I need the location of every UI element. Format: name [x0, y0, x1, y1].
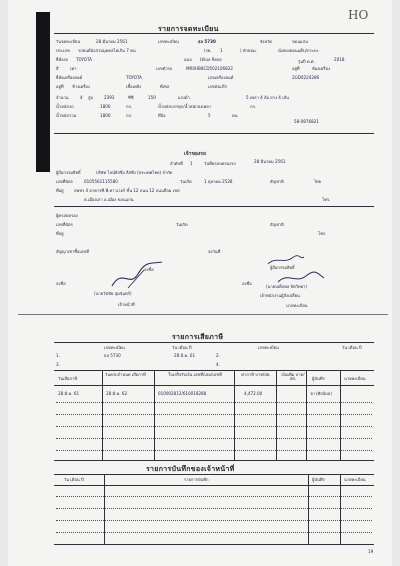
- officer-role: เจ้าหน้าที่: [118, 302, 135, 307]
- value-engine-loc: ข้างเครื่อง: [72, 84, 90, 89]
- value-plate: ธล 5730: [198, 39, 216, 44]
- label-kg3: กก.: [126, 113, 133, 118]
- holder-signature: [266, 254, 306, 266]
- label-kg2: กก.: [250, 104, 257, 109]
- right-officer-role: เจ้าพนักงานผู้สั่งเปลี่ยน: [260, 293, 300, 298]
- value-possession-date: 28 มีนาคม 2561: [254, 159, 286, 164]
- tax-col-due-date: วันครบกำหนด เสียภาษี: [105, 372, 146, 377]
- label-possession-date: วันที่ครอบครองรถ: [204, 161, 236, 166]
- tax-data-amount: 4,472.00: [244, 391, 263, 396]
- label-owner-id: เลขที่บัตร: [56, 179, 73, 184]
- label-owner-addr: ที่อยู่: [56, 188, 64, 193]
- value-fuel: ดีเซล: [160, 84, 170, 89]
- tax-date1: 28 มี.ค. 61: [174, 353, 196, 358]
- occupant-heading: ผู้ครอบครอง: [56, 213, 78, 218]
- value-cyl: 4: [80, 95, 83, 100]
- fold-line: [18, 314, 388, 315]
- label-occ-birth: วันเกิด: [176, 222, 188, 227]
- label-year: รุ่นปี ค.ศ.: [298, 59, 315, 64]
- label-order: ลำดับที่: [170, 161, 183, 166]
- value-total-weight: 1800: [100, 113, 111, 118]
- label-sign-left: ลงชื่อ: [144, 267, 154, 272]
- label-sign-officer: ลงชื่อ: [56, 281, 66, 286]
- label-contract-date: ลงวันที่: [208, 249, 221, 254]
- officer-name: (นายวัชชัย สุมจันทร์): [94, 291, 132, 296]
- value-ry: 1: [220, 48, 223, 53]
- tax-num-1: 1.: [56, 353, 60, 358]
- tax-data-receipt: 010002812/610018288: [158, 391, 207, 396]
- label-plate: เลขทะเบียน: [158, 39, 179, 44]
- value-weight: 1800: [100, 104, 111, 109]
- value-order: 1: [190, 161, 193, 166]
- value-holder: บริษัท ไลน์ลิสซิ่ง ลีสซิ่ง (ประเทศไทย) จำกัด: [96, 170, 173, 175]
- redaction-bar: [36, 12, 50, 172]
- right-officer-name: (นายปเด็จพล จิตวิทยา): [266, 284, 308, 289]
- value-year: 2018: [334, 57, 345, 62]
- tax-data-pay-date: 28 มี.ค. 61: [58, 391, 80, 396]
- label-engine-no: เลขเครื่องยนต์: [208, 75, 234, 80]
- section-title-registration: รายการจดทะเบียน: [158, 25, 219, 33]
- tax-num-3: 3.: [56, 362, 60, 367]
- label-owner-birth: วันเกิด: [180, 179, 192, 184]
- value-style: นั่งสองตอนแค็บ/กระบะ: [278, 48, 319, 53]
- tax-col-recorder: ผู้บันทึก: [312, 376, 325, 381]
- value-hp: 150: [148, 95, 156, 100]
- page-number: 19: [368, 549, 374, 554]
- value-owner-nation: ไทย: [314, 179, 322, 184]
- value-province: ขอนแก่น: [292, 39, 308, 44]
- value-color: เทา: [70, 66, 77, 71]
- label-seats: ที่นั่ง: [158, 113, 166, 118]
- label-type: ประเภท: [56, 48, 70, 53]
- label-sign-right: ลงชื่อ: [242, 281, 252, 286]
- label-hp: แรงม้า: [178, 95, 190, 100]
- label-gas-tank: เลขถังแก๊ส: [208, 84, 227, 89]
- value-model: Hilux Revo: [200, 57, 222, 62]
- value-code: 58-0876821: [294, 119, 319, 124]
- value-engine-brand: TOYOTA: [126, 75, 142, 80]
- label-holder-role: ผู้ถือกรรมสิทธิ์: [270, 265, 295, 270]
- label-occ-addr: ที่อยู่: [56, 231, 64, 236]
- value-vin: MR0HB8CD502106822: [186, 66, 233, 71]
- tax-num-2: 2.: [216, 353, 220, 358]
- label-occ-nation: สัญชาติ: [270, 222, 284, 227]
- right-signature: [276, 270, 326, 286]
- tax-head-date2: วัน เดือน ปี: [342, 345, 362, 350]
- tax-col-surcharge: เงินเพิ่ม บาท/สต.: [281, 372, 305, 382]
- label-occ-tel: โทร.: [318, 231, 327, 236]
- label-load: น้ำหนักบรรทุก/น้ำหนักลงเพลา: [158, 104, 212, 109]
- tax-col-registrar: นายทะเบียน: [344, 376, 366, 381]
- label-color: สี: [56, 66, 59, 71]
- tax-head-date1: วัน เดือน ปี: [172, 345, 192, 350]
- label-ry: (รย.: [204, 48, 212, 53]
- label-brand: ยี่ห้อรถ: [56, 57, 69, 62]
- value-owner-addr: ลพชร 4 อาคารซี.พี.ทาวเวอร์ ชั้น 12 ถนน 12 ถนนสีลม เขต: [74, 188, 180, 193]
- value-axles: 5 เพลา 4 ล้อ ยาง 4 เส้น: [246, 95, 289, 100]
- value-owner-id: 0105561115580: [84, 179, 118, 184]
- label-reg-date: วันจดทะเบียน: [56, 39, 81, 44]
- label-province: จังหวัด: [260, 39, 273, 44]
- section-title-tax: รายการเสียภาษี: [172, 333, 224, 341]
- notes-col-entry: รายการบันทึก: [184, 477, 209, 482]
- registration-page: [8, 0, 392, 566]
- value-owner-addr2: ต.เมืองเก่า อ.เมือง ขอนแก่น: [84, 197, 134, 202]
- label-owner-tel: โทร.: [322, 197, 331, 202]
- label-cc: ซีซี: [128, 95, 134, 100]
- label-vin-loc: อยู่ที่: [292, 66, 300, 71]
- notes-col-registrar: นายทะเบียน: [344, 477, 366, 482]
- label-owner-nation: สัญชาติ: [270, 179, 284, 184]
- tax-data-recorder: รก (ศิลป์ผล): [310, 391, 332, 396]
- tax-col-pay-date: วันเสียภาษี: [58, 376, 78, 381]
- tax-col-receipt: ใบเสร็จรับเงิน เลขที่/เล่ม/เลขที่: [168, 372, 222, 377]
- value-seats: 5: [208, 113, 211, 118]
- tax-plate1: ธล 5730: [104, 353, 121, 358]
- tax-head-plate1: เลขทะเบียน: [104, 345, 125, 350]
- owner-heading: เจ้าของรถ: [184, 151, 207, 157]
- tax-head-plate2: เลขทะเบียน: [258, 345, 279, 350]
- label-contract: สัญญาเช่าซื้อเลขที่: [56, 249, 89, 254]
- value-engine-no: 2GD0224286: [292, 75, 320, 80]
- label-model: แบบ: [184, 57, 192, 62]
- label-engine-brand: ยี่ห้อเครื่องยนต์: [56, 75, 83, 80]
- tax-num-4: 4.: [216, 362, 220, 367]
- handwritten-stamp: HO: [348, 8, 369, 22]
- label-occ-id: เลขที่บัตร: [56, 222, 73, 227]
- value-vin-loc: ห้องเครื่อง: [312, 66, 330, 71]
- label-style: ) ลักษณะ: [240, 48, 257, 53]
- officer-signature: [108, 258, 168, 294]
- value-brand: TOYOTA: [76, 57, 92, 62]
- label-engine-loc: อยู่ที่: [56, 84, 64, 89]
- label-kg1: กก.: [126, 104, 133, 109]
- value-owner-birth: 1 ตุลาคม 2528: [204, 179, 233, 184]
- label-registrar: นายทะเบียน: [286, 303, 308, 308]
- label-cyl-unit: สูบ: [88, 95, 94, 100]
- notes-col-date: วัน เดือน ปี: [64, 477, 84, 482]
- label-cyl: จำนวน: [56, 95, 69, 100]
- label-fuel: เชื้อเพลิง: [126, 84, 142, 89]
- label-holder: ผู้ถือกรรมสิทธิ์: [56, 170, 81, 175]
- label-weight: น้ำหนักรถ: [56, 104, 74, 109]
- value-cc: 2393: [104, 95, 115, 100]
- section-title-notes: รายการบันทึกของเจ้าหน้าที่: [146, 465, 235, 473]
- notes-col-recorder: ผู้บันทึก: [312, 477, 325, 482]
- tax-col-amount: ค่าภาษี บาท/สต.: [241, 372, 271, 377]
- value-type: รถยนต์นั่งส่วนบุคคลไม่เกิน 7 คน: [78, 48, 136, 53]
- value-reg-date: 28 มีนาคม 2561: [96, 39, 128, 44]
- label-person: คน: [232, 113, 238, 118]
- label-vin: เลขตัวรถ: [156, 66, 173, 71]
- label-total-weight: น้ำหนักรวม: [56, 113, 77, 118]
- tax-data-due-date: 28 มี.ค. 62: [106, 391, 128, 396]
